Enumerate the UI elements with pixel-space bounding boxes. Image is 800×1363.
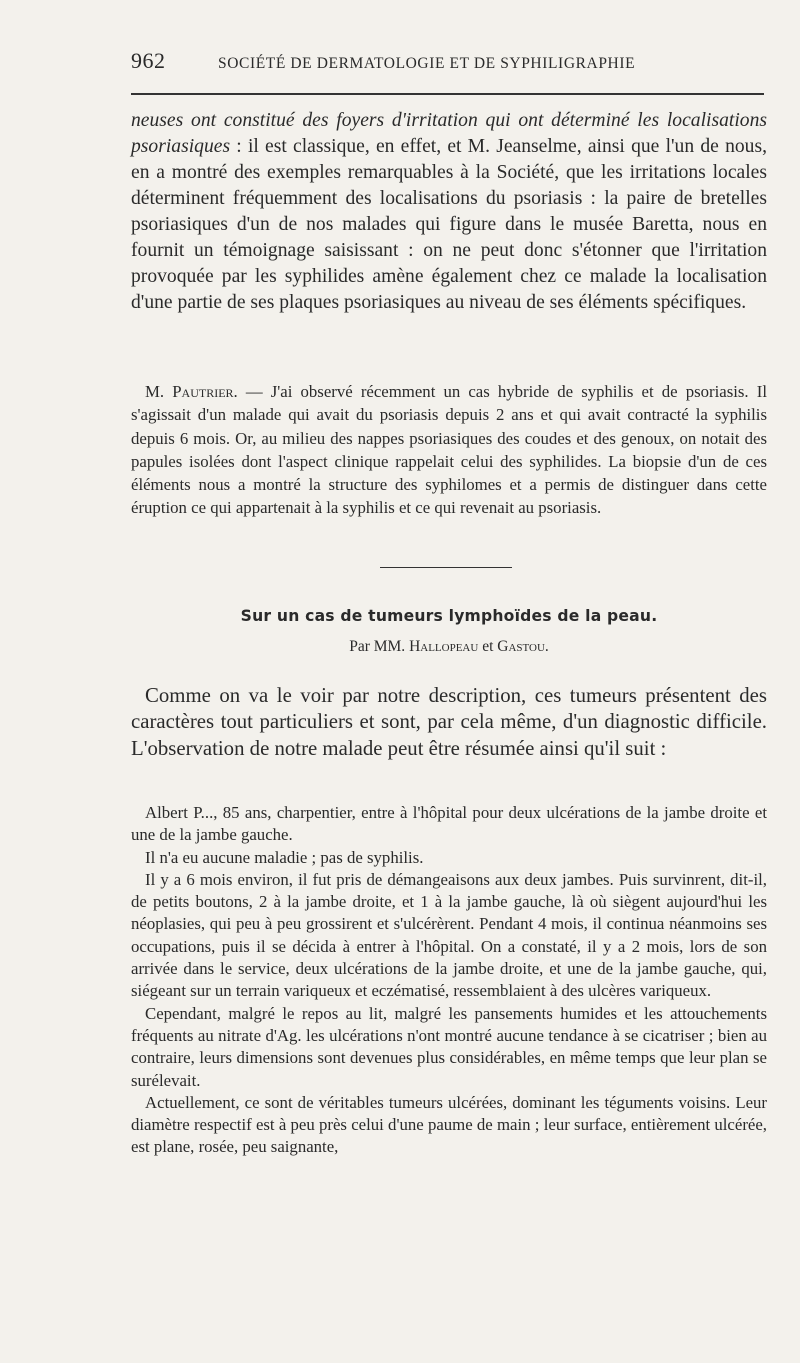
article-title: Sur un cas de tumeurs lymphoïdes de la peau. — [240, 607, 658, 625]
case-paragraph-3: Il y a 6 mois environ, il fut pris de démangeaisons aux deux jambes. Puis survinrent, dit-il, de petits boutons, 2 à la jambe droite, et 1 à la jambe gauche, là où siègent aujourd'hui les néoplasies, qui peu à peu grossirent et s'ulcérèrent. Pendant 4 mois, il continua néanmoins ses occupations, puis il se décida à entrer à l'hôpital. On a constaté, il y a 2 mois, lors de son arrivée dans le service, deux ulcérations de la jambe droite, et une de la jambe gauche, qui, siégeant sur un terrain variqueux et eczématisé, ressemblaient à des ulcères variqueux. — [131, 869, 767, 1001]
intro-paragraph: Comme on va le voir par notre description, ces tumeurs présentent des caractères tout particuliers et sont, par cela même, d'un diagnostic difficile. L'observation de notre malade peut être résumée ainsi qu'il suit : — [131, 684, 767, 760]
byline-mid: et — [478, 638, 498, 655]
case-report — [131, 802, 767, 1159]
header-rule — [131, 93, 764, 95]
running-title: SOCIÉTÉ DE DERMATOLOGIE ET DE SYPHILIGRAPHIE — [218, 55, 636, 72]
page-number: 962 — [131, 48, 166, 73]
author-hallopeau: Hallopeau — [409, 638, 479, 655]
paragraph-text: : il est classique, en effet, et M. Jeanselme, ainsi que l'un de nous, en a montré des exemples remarquables à la Société, que les irritations locales déterminent fréquemment des localisations du psoriasis : la paire de bretelles psoriasiques d'un de nos malades qui figure dans le musée Baretta, nous en fournit un témoignage saisissant : on ne peut donc s'étonner que l'irritation provoquée par les syphilides amène également chez ce malade la localisation d'une partie de ses plaques psoriasiques au niveau de ses éléments spécifiques. — [131, 136, 767, 313]
author-gastou: Gastou. — [497, 638, 549, 655]
pautrier-remark — [131, 380, 767, 520]
section-divider — [380, 567, 512, 568]
page-header — [131, 48, 766, 78]
italic-lead: neuses ont constitué des foyers d'irritation qui ont déterminé les localisations psoriasiques — [131, 110, 767, 157]
case-paragraph-5: Actuellement, ce sont de véritables tumeurs ulcérées, dominant les téguments voisins. Leur diamètre respectif est à peu près celui d'une paume de main ; leur surface, entièrement ulcérée, est plane, rosée, peu saignante, — [131, 1092, 767, 1157]
case-paragraph-4: Cependant, malgré le repos au lit, malgré les pansements humides et les attouchements fréquents au nitrate d'Ag. les ulcérations n'ont montré aucune tendance à se cicatriser ; bien au contraire, leurs dimensions sont devenues plus considérables, en même temps que leur plan se surélevait. — [131, 1003, 767, 1090]
speaker-name: M. Pautrier. — [145, 382, 238, 401]
byline — [131, 638, 767, 656]
remark-text: — J'ai observé récemment un cas hybride de syphilis et de psoriasis. Il s'agissait d'un malade qui avait du psoriasis depuis 2 ans et qui avait contracté la syphilis depuis 6 mois. Or, au milieu des nappes psoriasiques des coudes et des genoux, on notait des papules isolées dont l'aspect clinique rappelait celui des syphilides. La biopsie d'un de ces éléments nous a montré la structure des syphilomes et a permis de distinguer dans cette éruption ce qui appartenait à la syphilis et ce qui revenait au psoriasis. — [131, 382, 767, 518]
continued-paragraph — [131, 108, 767, 316]
byline-prefix: Par MM. — [349, 638, 410, 655]
case-paragraph-2: Il n'a eu aucune maladie ; pas de syphilis. — [145, 847, 424, 867]
case-paragraph-1: Albert P..., 85 ans, charpentier, entre à l'hôpital pour deux ulcérations de la jambe droite et une de la jambe gauche. — [131, 803, 767, 845]
